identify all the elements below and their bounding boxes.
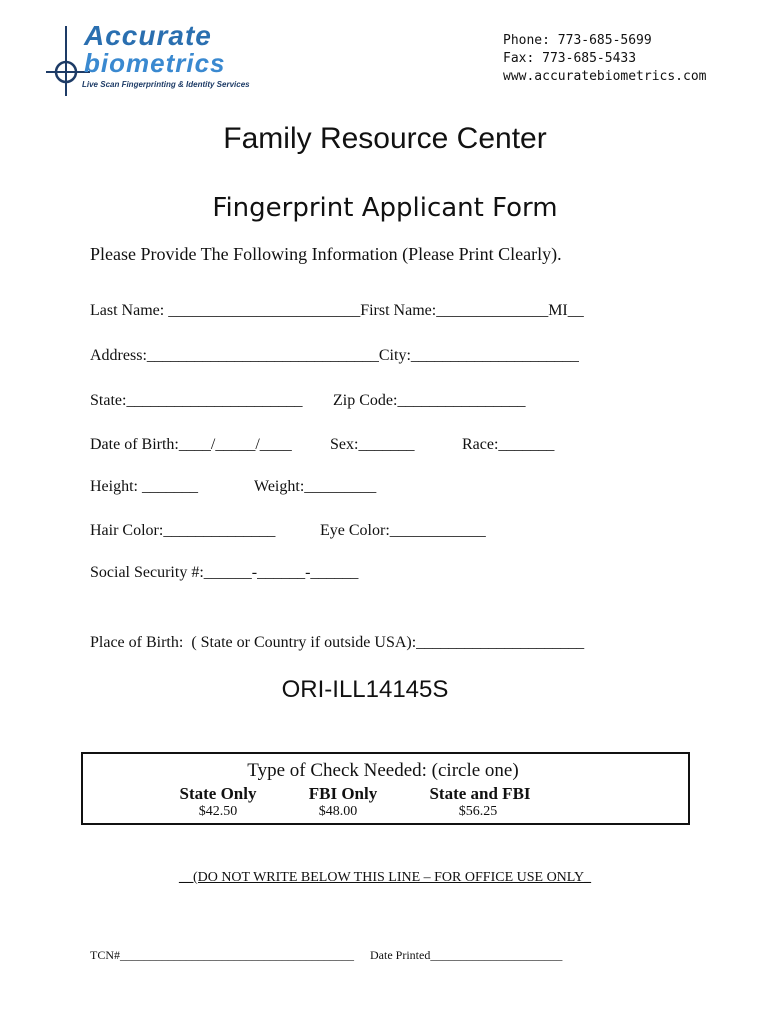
fax-number: Fax: 773-685-5433 [503, 51, 637, 66]
contact-info [503, 32, 707, 86]
social-security-field[interactable]: Social Security #:______-______-______ [90, 564, 359, 581]
check-type-box [81, 752, 690, 825]
height-field[interactable]: Height: _______ [90, 478, 198, 495]
name-field-row[interactable]: Last Name: ________________________First Name:______________MI__ [90, 302, 584, 319]
price-state-only: $42.50 [198, 804, 238, 819]
instructions-text: Please Provide The Following Information (Please Print Clearly). [90, 244, 562, 264]
tcn-field[interactable]: TCN#_______________________________________ [90, 948, 354, 962]
eye-color-field[interactable]: Eye Color:____________ [320, 522, 486, 539]
date-printed-field[interactable]: Date Printed______________________ [370, 948, 563, 962]
sex-field[interactable]: Sex:_______ [330, 436, 415, 453]
logo-tagline: Live Scan Fingerprinting & Identity Services [82, 80, 250, 89]
state-field[interactable]: State:______________________ [90, 392, 303, 409]
option-state-and-fbi[interactable]: State and FBI [429, 784, 531, 803]
hair-color-field[interactable]: Hair Color:______________ [90, 522, 276, 539]
ori-number: ORI-ILL14145S [281, 676, 449, 703]
logo-word-biometrics: biometrics [84, 48, 226, 78]
organization-title: Family Resource Center [223, 122, 547, 155]
option-state-only[interactable]: State Only [179, 784, 257, 803]
company-logo [44, 18, 274, 98]
zip-code-field[interactable]: Zip Code:________________ [333, 392, 526, 409]
address-field-row[interactable]: Address:_____________________________City:_____________________ [90, 347, 579, 364]
option-fbi-only[interactable]: FBI Only [308, 784, 378, 803]
date-of-birth-field[interactable]: Date of Birth:____/_____/____ [90, 436, 292, 453]
phone-number: Phone: 773-685-5699 [503, 33, 652, 48]
price-state-and-fbi: $56.25 [458, 804, 498, 819]
website-link[interactable]: www.accuratebiometrics.com [503, 69, 707, 84]
place-of-birth-field[interactable]: Place of Birth: ( State or Country if outside USA):_____________________ [90, 634, 585, 651]
race-field[interactable]: Race:_______ [462, 436, 555, 453]
logo-word-accurate: Accurate [84, 20, 212, 51]
weight-field[interactable]: Weight:_________ [254, 478, 377, 495]
form-title: Fingerprint Applicant Form [212, 193, 558, 223]
price-fbi-only: $48.00 [318, 804, 358, 819]
check-type-title: Type of Check Needed: (circle one) [247, 760, 519, 781]
office-use-divider: __(DO NOT WRITE BELOW THIS LINE – FOR OFFICE USE ONLY_ [178, 870, 592, 885]
